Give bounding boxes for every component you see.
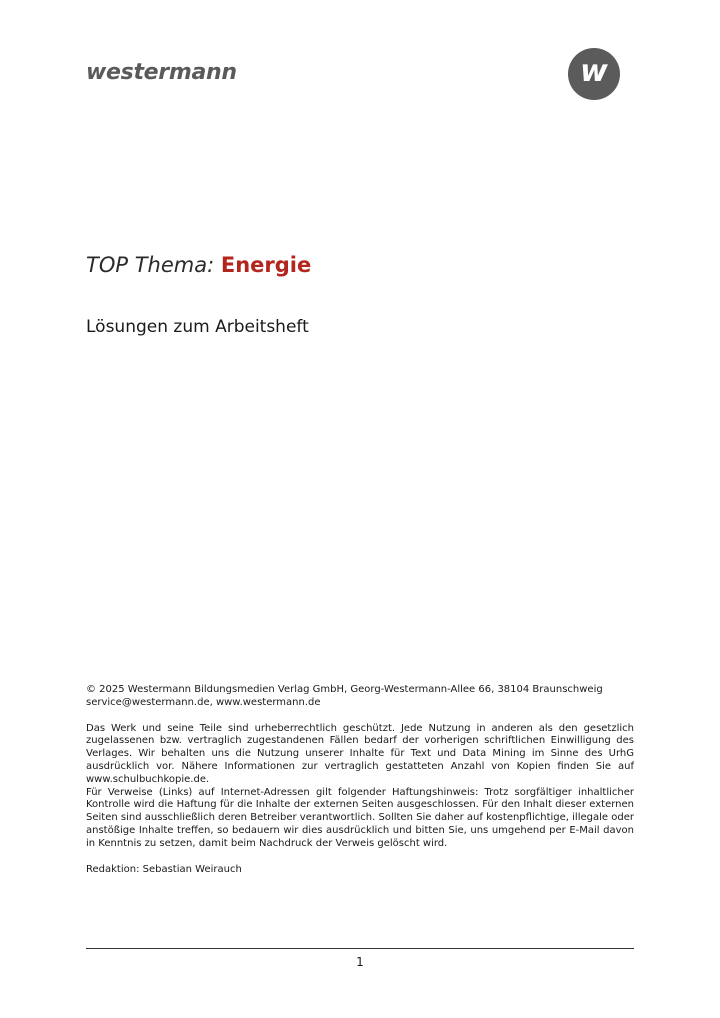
rights-notice: Das Werk und seine Teile sind urheberrechtlich geschützt. Jede Nutzung in anderen als den gesetzlich zugelassenen bzw. vertraglich zugestandenen Fällen bedarf der vorherigen schriftlichen Einwilligung des Verlages. Wir behalten uns die Nutzung unserer Inhalte für Text und Data Mining im Sinne des UrhG ausdrücklich vor. Nähere Informationen zur vertraglich gestatteten Anzahl von Kopien finden Sie auf www.schulbuchkopie.de.	[86, 722, 634, 785]
link-disclaimer: Für Verweise (Links) auf Internet-Adressen gilt folgender Haftungshinweis: Trotz sorgfältiger inhaltlicher Kontrolle wird die Haftung für die Inhalte der externen Seiten ausgeschlossen. Für den Inhalt dieser externen Seiten sind ausschließlich deren Betreiber verantwortlich. Sollten Sie daher auf kostenpflichtige, illegale oder anstößige Inhalte treffen, so bedauern wir dies ausdrücklich und bitten Sie, uns umgehend per E-Mail davon in Kenntnis zu setzen, damit beim Nachdruck der Verweis gelöscht wird.	[86, 786, 634, 849]
contact-line: service@westermann.de, www.westermann.de	[86, 696, 321, 708]
editor-line: Redaktion: Sebastian Weirauch	[86, 863, 242, 875]
brand-badge-letter: w	[580, 54, 608, 89]
legal-notice	[86, 684, 634, 876]
footer-divider	[86, 948, 634, 949]
document-subtitle: Lösungen zum Arbeitsheft	[86, 317, 309, 337]
copyright-line: © 2025 Westermann Bildungsmedien Verlag GmbH, Georg-Westermann-Allee 66, 38104 Braunschweig	[86, 684, 603, 695]
title-prefix: TOP Thema:	[86, 253, 215, 277]
brand-logo-badge-icon	[568, 48, 620, 100]
page-number: 1	[356, 955, 364, 969]
brand-logo-text: westermann	[86, 60, 237, 85]
spacer	[86, 851, 634, 864]
spacer	[86, 710, 634, 723]
title-topic: Energie	[220, 253, 312, 277]
document-title	[86, 253, 311, 277]
